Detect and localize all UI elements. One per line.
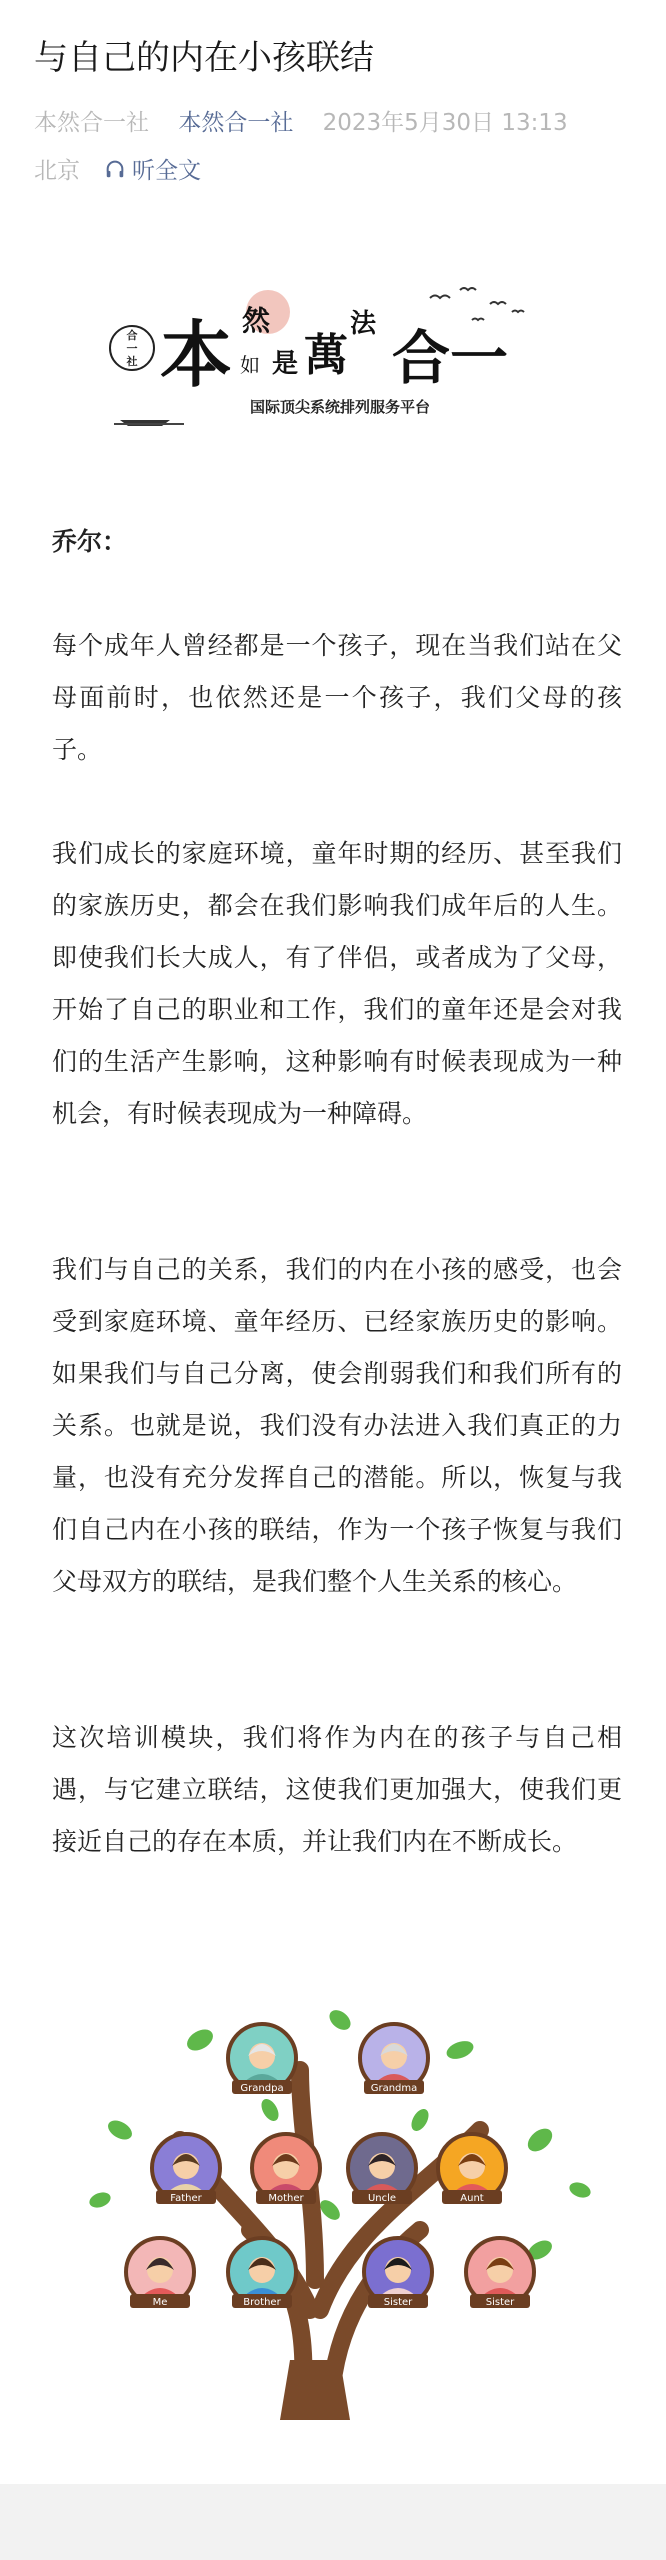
article-meta bbox=[34, 104, 568, 137]
family-member-me bbox=[126, 2238, 194, 2308]
badge-char1: 合 bbox=[126, 329, 138, 342]
headphones-icon bbox=[104, 158, 126, 180]
family-member-label: Me bbox=[152, 2297, 168, 2308]
listen-label: 听全文 bbox=[132, 158, 201, 184]
bottom-bar bbox=[0, 2484, 666, 2560]
family-member-label: Sister bbox=[485, 2297, 515, 2308]
family-member-sister bbox=[364, 2238, 432, 2308]
paragraph-3: 我们与自己的关系，我们的内在小孩的感受，也会受到家庭环境、童年经历、已经家族历史的影响。如果我们与自己分离，使会削弱我们和我们所有的关系。也就是说，我们没有办法进入我们真正的力量，也没有充分发挥自己的潜能。所以，恢复与我们自己内在小孩的联结，作为一个孩子恢复与我们父母双方的联结，是我们整个人生关系的核心。 bbox=[52, 1255, 622, 1596]
logo-small-ran: 然 bbox=[242, 304, 271, 337]
logo-main-left: 本 bbox=[160, 312, 233, 397]
paragraph-4: 这次培训模块，我们将作为内在的孩子与自己相遇，与它建立联结，这使我们更加强大，使我们更接近自己的存在本质，并让我们内在不断成长。 bbox=[52, 1723, 622, 1856]
badge-char2: 一 bbox=[126, 342, 138, 355]
logo-small-shi: 是 bbox=[272, 349, 299, 379]
family-member-aunt bbox=[438, 2134, 506, 2204]
family-member-sister bbox=[466, 2238, 534, 2308]
account-link[interactable]: 本然合一社 bbox=[178, 110, 294, 136]
paragraph-1: 每个成年人曾经都是一个孩子，现在当我们站在父母面前时，也依然还是一个孩子，我们父母的孩子。 bbox=[52, 631, 622, 764]
author-name: 本然合一社 bbox=[34, 110, 149, 136]
family-member-label: Mother bbox=[268, 2193, 304, 2204]
brand-logo bbox=[100, 260, 600, 440]
family-member-brother bbox=[228, 2238, 296, 2308]
birds bbox=[430, 288, 524, 320]
logo-small-fa: 法 bbox=[350, 309, 377, 339]
family-tree-illustration bbox=[0, 1980, 666, 2420]
family-member-label: Brother bbox=[243, 2297, 281, 2308]
logo-small-ru: 如 bbox=[240, 353, 260, 377]
family-member-label: Grandma bbox=[370, 2083, 418, 2094]
paragraph-2: 我们成长的家庭环境，童年时期的经历、甚至我们的家族历史，都会在我们影响我们成年后的人生。即使我们长大成人，有了伴侣，或者成为了父母，开始了自己的职业和工作，我们的童年还是会对我们的生活产生影响，这种影响有时候表现成为一种机会，有时候表现成为一种障碍。 bbox=[52, 839, 622, 1128]
family-member-label: Grandpa bbox=[240, 2083, 284, 2094]
family-member-label: Father bbox=[170, 2193, 202, 2204]
family-member-father bbox=[152, 2134, 220, 2204]
family-member-uncle bbox=[348, 2134, 416, 2204]
article-meta-row2 bbox=[34, 152, 201, 185]
tree-leaves bbox=[87, 2006, 592, 2271]
location: 北京 bbox=[34, 158, 80, 184]
logo-big-wan: 萬 bbox=[304, 330, 348, 381]
family-member-label: Uncle bbox=[367, 2193, 397, 2204]
logo-main-right: 合一 bbox=[392, 324, 509, 392]
family-member-label: Aunt bbox=[460, 2193, 484, 2204]
listen-button[interactable] bbox=[104, 152, 201, 185]
family-member-grandma bbox=[360, 2024, 428, 2094]
greeting: 乔尔： bbox=[52, 527, 128, 556]
badge-char3: 社 bbox=[126, 355, 138, 368]
publish-date: 2023年5月30日 13:13 bbox=[322, 110, 568, 136]
logo-subtitle: 国际顶尖系统排列服务平台 bbox=[250, 398, 431, 416]
article-title: 与自己的内在小孩联结 bbox=[34, 38, 374, 78]
family-member-label: Sister bbox=[383, 2297, 413, 2308]
family-member-grandpa bbox=[228, 2024, 296, 2094]
family-member-mother bbox=[252, 2134, 320, 2204]
